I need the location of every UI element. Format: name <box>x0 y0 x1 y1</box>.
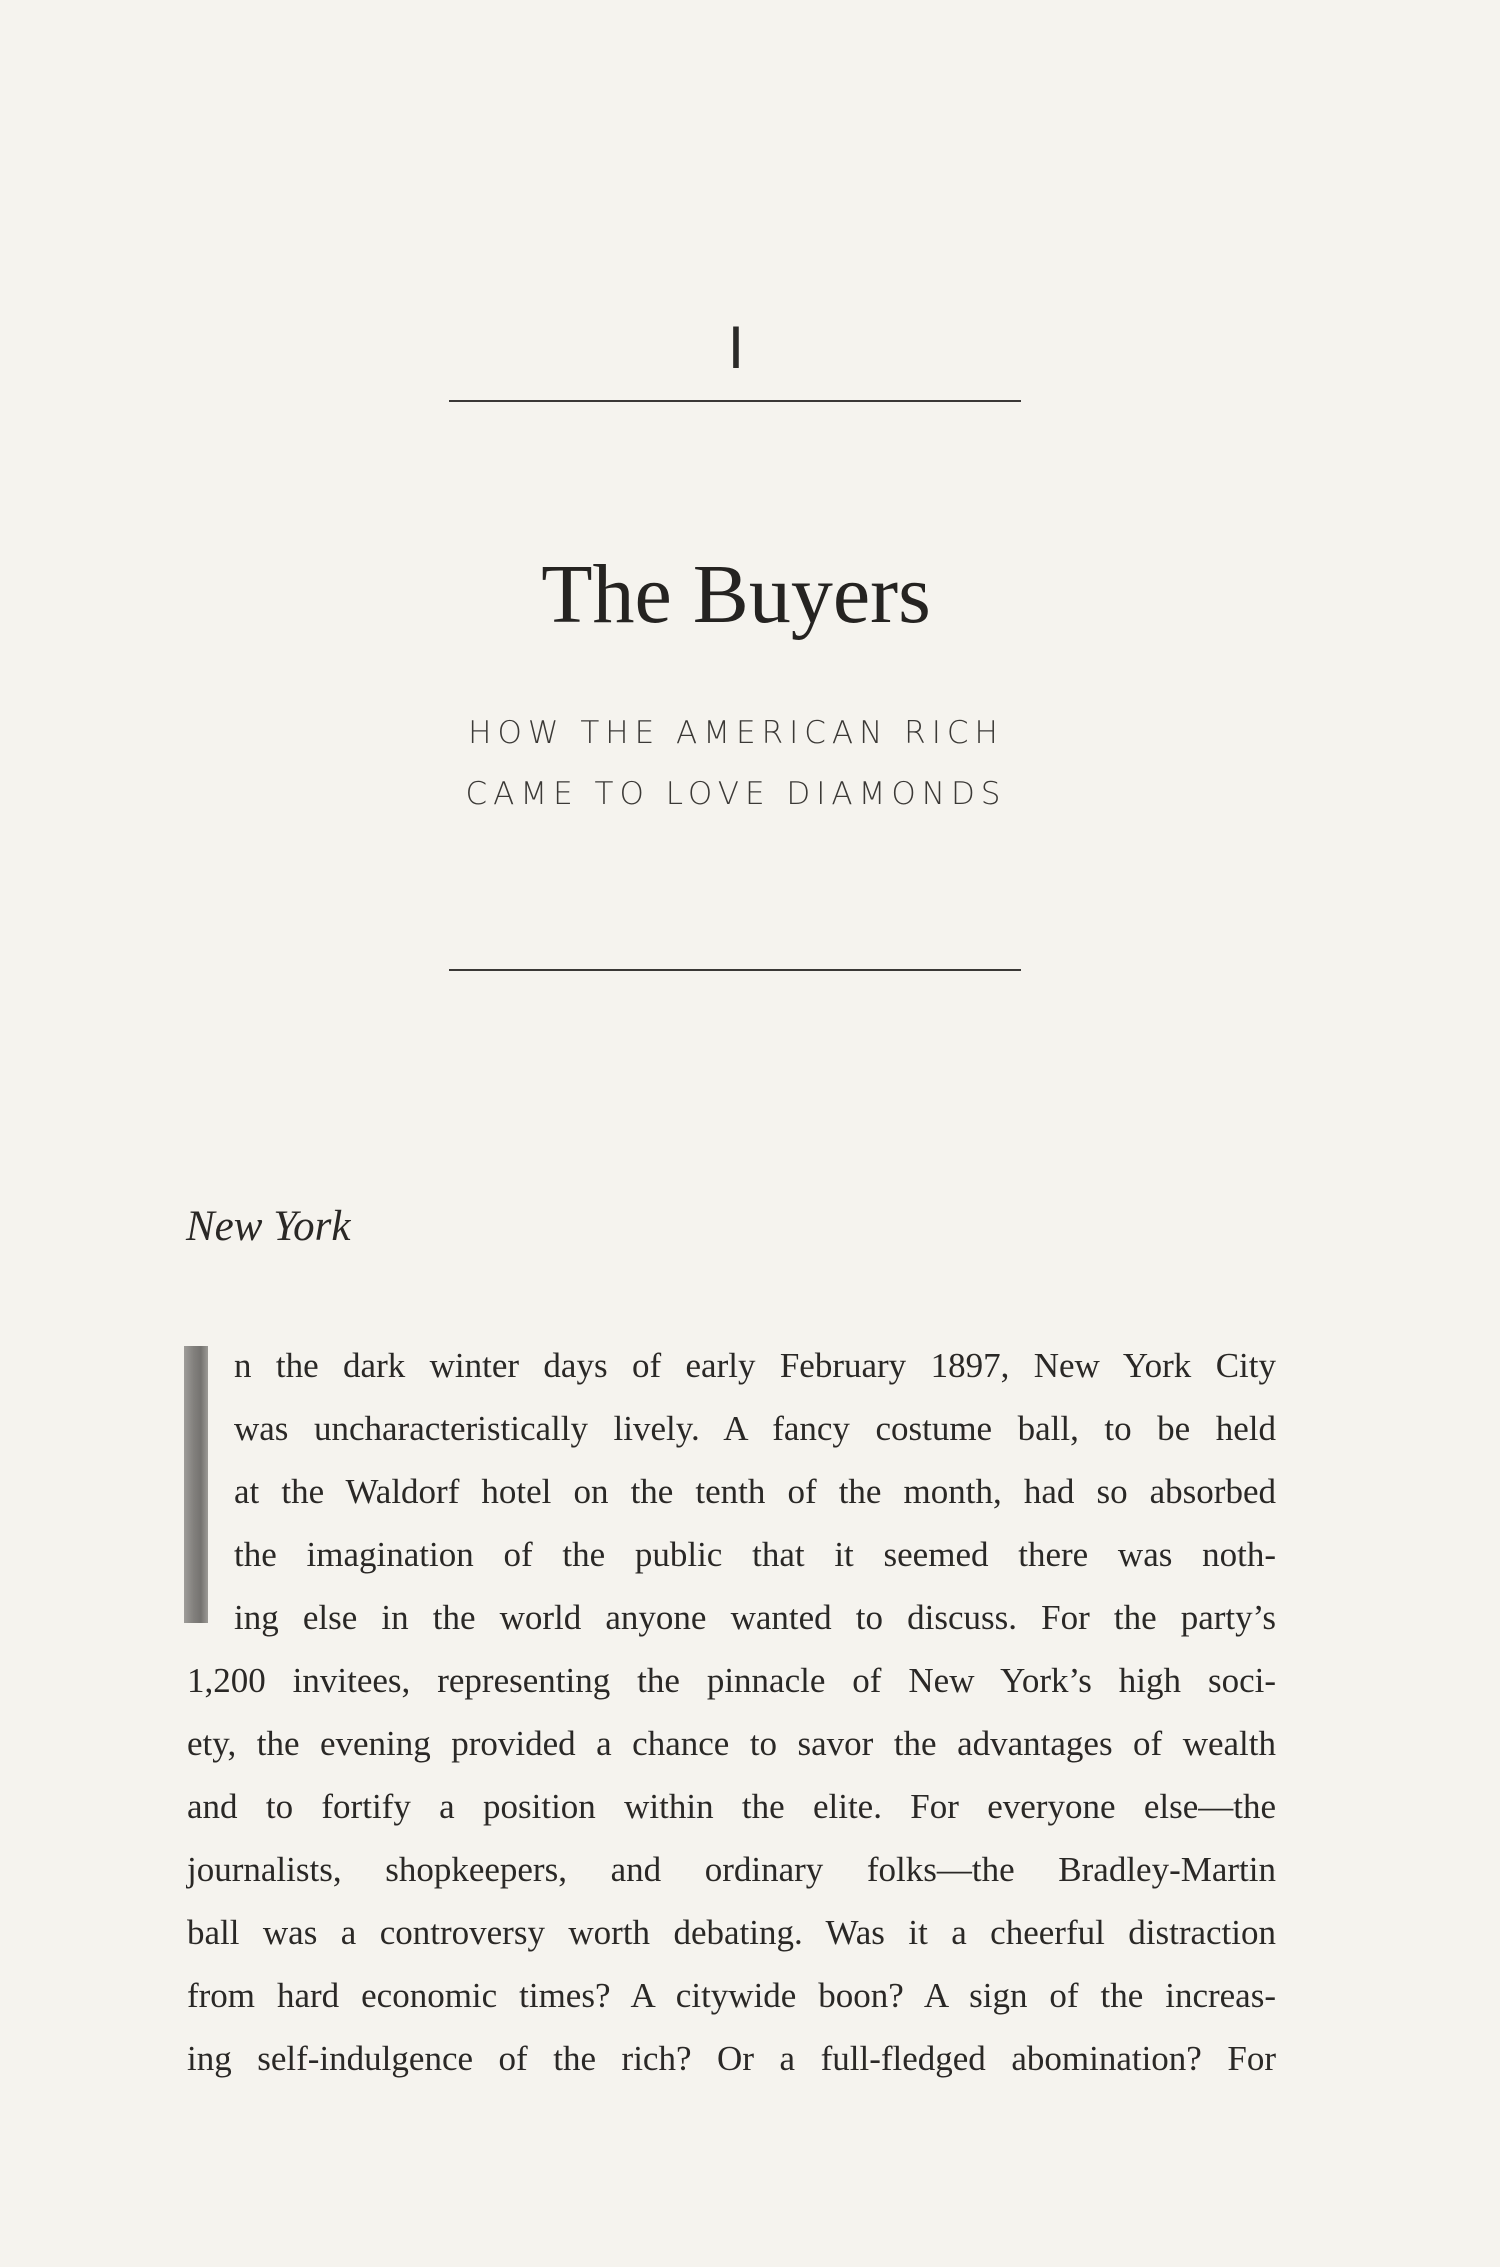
body-line-2: was uncharacteristically lively. A fancy costume ball, to be held <box>234 1409 1276 1448</box>
body-line-1: n the dark winter days of early February 1897, New York City <box>234 1346 1276 1385</box>
body-line-4: the imagination of the public that it seemed there was noth- <box>234 1535 1276 1574</box>
chapter-number: I <box>727 314 745 381</box>
body-line-5: ing else in the world anyone wanted to discuss. For the party’s <box>234 1598 1276 1637</box>
bottom-rule <box>449 969 1021 971</box>
top-rule <box>449 400 1021 402</box>
body-line-7: ety, the evening provided a chance to savor the advantages of wealth <box>187 1724 1276 1763</box>
chapter-subtitle-line-1: HOW THE AMERICAN RICH <box>468 715 1004 751</box>
chapter-subtitle-line-2: CAME TO LOVE DIAMONDS <box>465 776 1007 812</box>
body-line-11: from hard economic times? A citywide boon? A sign of the increas- <box>187 1976 1276 2015</box>
body-line-9: journalists, shopkeepers, and ordinary folks—the Bradley-Martin <box>187 1850 1276 1889</box>
body-line-10: ball was a controversy worth debating. Was it a cheerful distraction <box>187 1913 1276 1952</box>
body-line-6: 1,200 invitees, representing the pinnacle of New York’s high soci- <box>187 1661 1276 1700</box>
body-line-8: and to fortify a position within the elite. For everyone else—the <box>187 1787 1276 1826</box>
section-heading: New York <box>186 1203 351 1250</box>
body-line-12: ing self-indulgence of the rich? Or a full-fledged abomination? For <box>187 2039 1276 2078</box>
drop-cap <box>184 1346 208 1623</box>
chapter-title: The Buyers <box>541 548 931 641</box>
body-line-3: at the Waldorf hotel on the tenth of the month, had so absorbed <box>234 1472 1276 1511</box>
